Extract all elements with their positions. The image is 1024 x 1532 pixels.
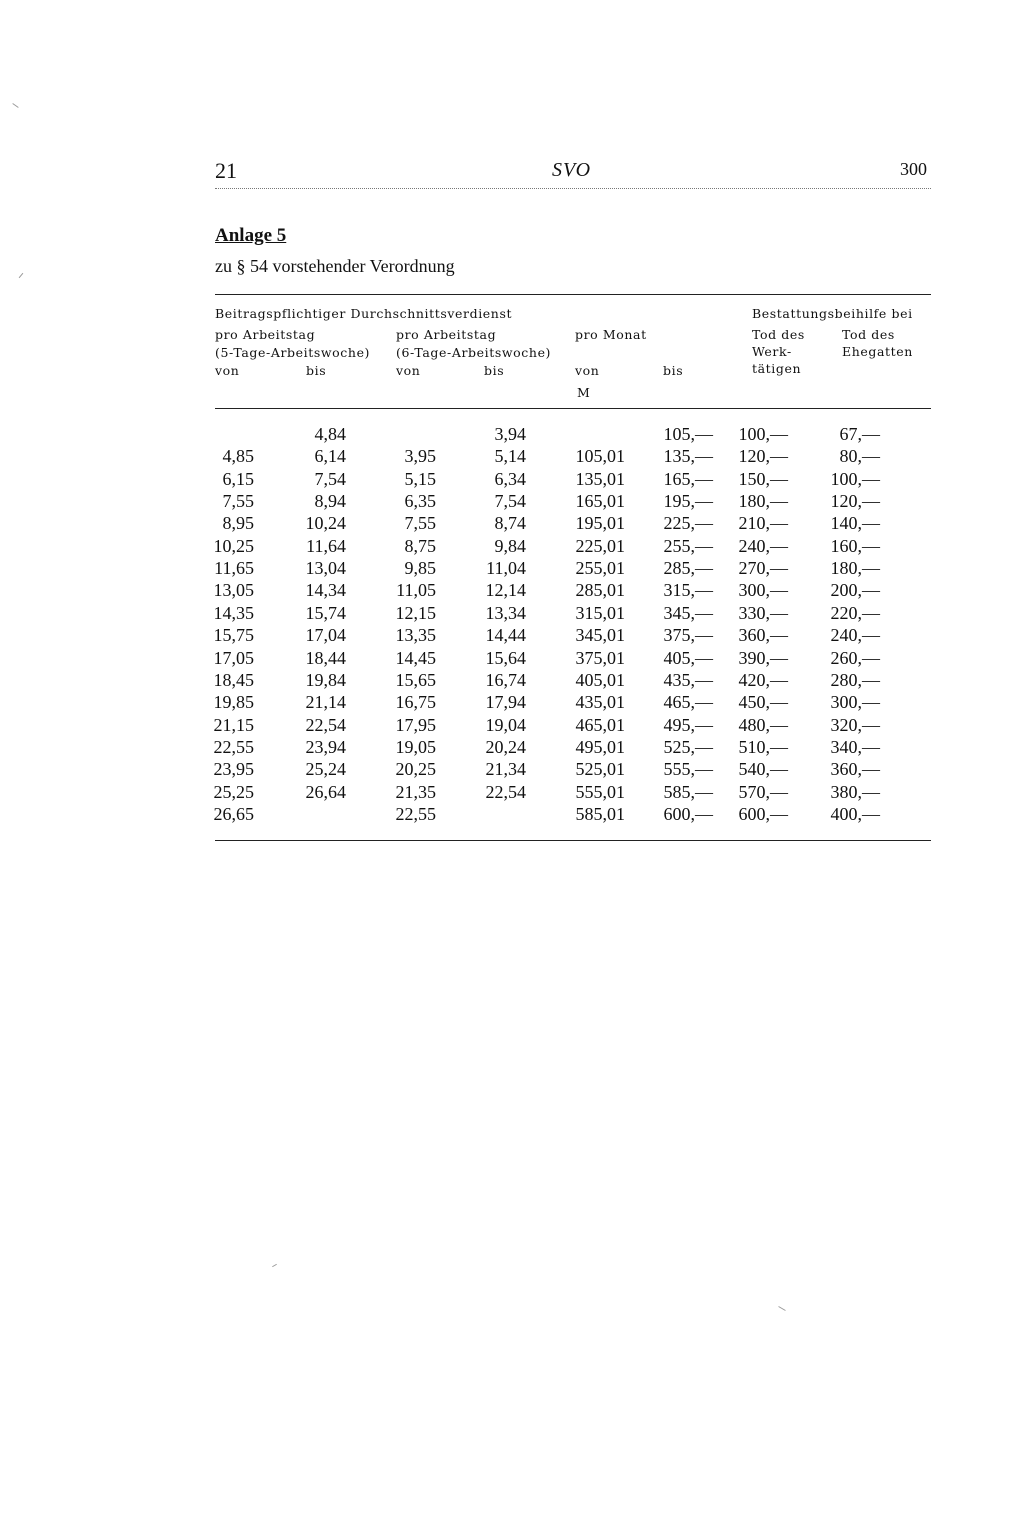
header-divider bbox=[215, 188, 931, 189]
cell-month-bis: 345,— bbox=[663, 602, 713, 623]
cell-month-von: 345,01 bbox=[575, 625, 625, 646]
cell-month-bis: 135,— bbox=[663, 446, 713, 467]
cell-allowance-spouse: 140,— bbox=[830, 513, 880, 534]
cell-5day-bis: 10,24 bbox=[305, 513, 346, 534]
section-title: SVO bbox=[552, 159, 592, 181]
cell-month-von: 285,01 bbox=[575, 580, 625, 601]
cell-allowance-worker: 270,— bbox=[738, 558, 788, 579]
cell-6day-bis: 9,84 bbox=[494, 535, 526, 556]
header-5day-line1: pro Arbeitstag bbox=[215, 327, 316, 342]
cell-allowance-spouse: 280,— bbox=[830, 669, 880, 690]
cell-6day-bis: 21,34 bbox=[485, 759, 526, 780]
cell-allowance-spouse: 180,— bbox=[830, 558, 880, 579]
cell-6day-bis: 7,54 bbox=[494, 491, 526, 512]
table-header-rule bbox=[215, 408, 931, 409]
cell-6day-von: 5,15 bbox=[404, 468, 436, 489]
cell-6day-von: 13,35 bbox=[395, 625, 436, 646]
cell-6day-bis: 8,74 bbox=[494, 513, 526, 534]
cell-month-bis: 285,— bbox=[663, 558, 713, 579]
cell-allowance-spouse: 400,— bbox=[830, 803, 880, 824]
cell-6day-bis: 5,14 bbox=[494, 446, 526, 467]
cell-month-bis: 315,— bbox=[663, 580, 713, 601]
cell-month-von: 315,01 bbox=[575, 602, 625, 623]
cell-5day-von: 17,05 bbox=[213, 647, 254, 668]
cell-allowance-spouse: 300,— bbox=[830, 692, 880, 713]
cell-5day-bis: 13,04 bbox=[305, 558, 346, 579]
cell-allowance-spouse: 380,— bbox=[830, 781, 880, 802]
page-number-left: 21 bbox=[215, 158, 237, 183]
scan-speck bbox=[19, 273, 24, 278]
table-bottom-rule bbox=[215, 840, 931, 841]
cell-month-von: 465,01 bbox=[575, 714, 625, 735]
cell-allowance-worker: 450,— bbox=[738, 692, 788, 713]
header-month: pro Monat bbox=[575, 327, 647, 342]
header-group-funeral-allowance: Bestattungsbeihilfe bei bbox=[752, 306, 913, 321]
cell-5day-bis: 26,64 bbox=[305, 781, 346, 802]
header-group-earnings: Beitragspflichtiger Durchschnittsverdienst bbox=[215, 306, 513, 321]
cell-6day-bis: 19,04 bbox=[485, 714, 526, 735]
cell-6day-bis: 16,74 bbox=[485, 669, 526, 690]
cell-6day-von: 6,35 bbox=[404, 491, 436, 512]
header-worker-line2: Werk- bbox=[752, 344, 792, 359]
cell-allowance-spouse: 100,— bbox=[830, 468, 880, 489]
cell-5day-von: 11,65 bbox=[214, 558, 254, 579]
cell-5day-von: 26,65 bbox=[213, 803, 254, 824]
cell-allowance-spouse: 260,— bbox=[830, 647, 880, 668]
cell-5day-bis: 11,64 bbox=[306, 535, 346, 556]
cell-6day-von: 19,05 bbox=[395, 736, 436, 757]
cell-allowance-spouse: 67,— bbox=[839, 424, 880, 444]
cell-5day-bis: 15,74 bbox=[305, 602, 346, 623]
cell-allowance-worker: 600,— bbox=[738, 803, 788, 824]
cell-6day-bis: 11,04 bbox=[486, 558, 526, 579]
cell-6day-von: 22,55 bbox=[395, 803, 436, 824]
cell-allowance-spouse: 320,— bbox=[830, 714, 880, 735]
cell-6day-bis: 14,44 bbox=[485, 625, 526, 646]
cell-month-von: 225,01 bbox=[575, 535, 625, 556]
cell-5day-bis: 6,14 bbox=[314, 446, 346, 467]
cell-month-von: 525,01 bbox=[575, 759, 625, 780]
cell-allowance-worker: 540,— bbox=[738, 759, 788, 780]
cell-month-bis: 435,— bbox=[663, 669, 713, 690]
cell-6day-bis: 12,14 bbox=[485, 580, 526, 601]
cell-month-bis: 405,— bbox=[663, 647, 713, 668]
cell-allowance-worker: 390,— bbox=[738, 647, 788, 668]
cell-allowance-worker: 510,— bbox=[738, 736, 788, 757]
cell-month-bis: 165,— bbox=[663, 468, 713, 489]
cell-6day-von: 12,15 bbox=[395, 602, 436, 623]
cell-5day-von: 14,35 bbox=[213, 602, 254, 623]
cell-allowance-spouse: 360,— bbox=[830, 759, 880, 780]
cell-allowance-worker: 330,— bbox=[738, 602, 788, 623]
cell-month-bis: 600,— bbox=[663, 803, 713, 824]
header-5day-bis: bis bbox=[306, 363, 327, 378]
cell-5day-von: 18,45 bbox=[213, 669, 254, 690]
cell-month-von: 585,01 bbox=[575, 803, 625, 824]
cell-month-von: 555,01 bbox=[575, 781, 625, 802]
cell-5day-von: 13,05 bbox=[213, 580, 254, 601]
header-6day-bis: bis bbox=[484, 363, 505, 378]
cell-allowance-spouse: 200,— bbox=[830, 580, 880, 601]
cell-6day-bis: 17,94 bbox=[485, 692, 526, 713]
cell-month-bis: 585,— bbox=[663, 781, 713, 802]
cell-allowance-spouse: 220,— bbox=[830, 602, 880, 623]
cell-month-von: 105,01 bbox=[575, 446, 625, 467]
cell-6day-von: 16,75 bbox=[395, 692, 436, 713]
cell-month-von: 495,01 bbox=[575, 736, 625, 757]
cell-allowance-spouse: 120,— bbox=[830, 491, 880, 512]
cell-allowance-worker: 150,— bbox=[738, 468, 788, 489]
cell-allowance-worker: 120,— bbox=[738, 446, 788, 467]
cell-6day-bis: 3,94 bbox=[494, 424, 526, 444]
cell-5day-von: 6,15 bbox=[222, 468, 254, 489]
cell-month-bis: 525,— bbox=[663, 736, 713, 757]
cell-month-von: 255,01 bbox=[575, 558, 625, 579]
cell-month-von: 405,01 bbox=[575, 669, 625, 690]
cell-allowance-worker: 570,— bbox=[738, 781, 788, 802]
header-5day-von: von bbox=[215, 363, 240, 378]
cell-5day-bis: 8,94 bbox=[314, 491, 346, 512]
cell-6day-bis: 6,34 bbox=[494, 468, 526, 489]
header-month-von: von bbox=[575, 363, 600, 378]
cell-6day-von: 20,25 bbox=[395, 759, 436, 780]
cell-6day-von: 21,35 bbox=[395, 781, 436, 802]
cell-5day-bis: 17,04 bbox=[305, 625, 346, 646]
cell-5day-bis: 19,84 bbox=[305, 669, 346, 690]
cell-5day-bis: 7,54 bbox=[314, 468, 346, 489]
cell-5day-bis: 23,94 bbox=[305, 736, 346, 757]
cell-month-bis: 465,— bbox=[663, 692, 713, 713]
cell-allowance-worker: 360,— bbox=[738, 625, 788, 646]
cell-allowance-worker: 210,— bbox=[738, 513, 788, 534]
cell-month-bis: 555,— bbox=[663, 759, 713, 780]
cell-month-von: 135,01 bbox=[575, 468, 625, 489]
header-currency: M bbox=[577, 385, 591, 400]
cell-6day-von: 17,95 bbox=[395, 714, 436, 735]
cell-5day-von: 10,25 bbox=[213, 535, 254, 556]
header-6day-von: von bbox=[396, 363, 421, 378]
cell-5day-bis: 21,14 bbox=[305, 692, 346, 713]
cell-6day-von: 14,45 bbox=[395, 647, 436, 668]
header-6day-line2: (6-Tage-Arbeitswoche) bbox=[396, 345, 552, 360]
cell-6day-bis: 22,54 bbox=[485, 781, 526, 802]
cell-5day-von: 23,95 bbox=[213, 759, 254, 780]
cell-month-bis: 375,— bbox=[663, 625, 713, 646]
cell-month-von: 195,01 bbox=[575, 513, 625, 534]
cell-5day-bis: 14,34 bbox=[305, 580, 346, 601]
scan-speck bbox=[12, 103, 18, 108]
cell-6day-von: 9,85 bbox=[404, 558, 436, 579]
cell-6day-von: 7,55 bbox=[404, 513, 436, 534]
cell-5day-von: 21,15 bbox=[213, 714, 254, 735]
cell-month-von: 375,01 bbox=[575, 647, 625, 668]
cell-5day-bis: 4,84 bbox=[314, 424, 346, 444]
scan-speck bbox=[778, 1306, 785, 1311]
cell-6day-bis: 15,64 bbox=[485, 647, 526, 668]
cell-5day-bis: 25,24 bbox=[305, 759, 346, 780]
cell-month-bis: 255,— bbox=[663, 535, 713, 556]
cell-5day-von: 15,75 bbox=[213, 625, 254, 646]
cell-month-bis: 495,— bbox=[663, 714, 713, 735]
cell-6day-von: 8,75 bbox=[404, 535, 436, 556]
page-number-right: 300 bbox=[900, 159, 927, 179]
cell-5day-von: 22,55 bbox=[213, 736, 254, 757]
header-5day-line2: (5-Tage-Arbeitswoche) bbox=[215, 345, 371, 360]
cell-5day-bis: 22,54 bbox=[305, 714, 346, 735]
cell-allowance-spouse: 160,— bbox=[830, 535, 880, 556]
header-month-bis: bis bbox=[663, 363, 684, 378]
cell-allowance-spouse: 80,— bbox=[839, 446, 880, 467]
cell-allowance-worker: 480,— bbox=[738, 714, 788, 735]
cell-allowance-spouse: 240,— bbox=[830, 625, 880, 646]
header-6day-line1: pro Arbeitstag bbox=[396, 327, 497, 342]
cell-allowance-worker: 180,— bbox=[738, 491, 788, 512]
cell-5day-von: 4,85 bbox=[222, 446, 254, 467]
annex-heading: Anlage 5 bbox=[215, 225, 287, 246]
cell-5day-von: 19,85 bbox=[213, 692, 254, 713]
cell-5day-von: 25,25 bbox=[213, 781, 254, 802]
cell-month-bis: 105,— bbox=[663, 424, 713, 444]
header-worker-line1: Tod des bbox=[752, 327, 805, 342]
cell-6day-von: 3,95 bbox=[404, 446, 436, 467]
cell-allowance-worker: 420,— bbox=[738, 669, 788, 690]
header-spouse-line2: Ehegatten bbox=[842, 344, 913, 359]
cell-allowance-worker: 240,— bbox=[738, 535, 788, 556]
cell-month-von: 435,01 bbox=[575, 692, 625, 713]
annex-subheading: zu § 54 vorstehender Verordnung bbox=[215, 256, 455, 276]
cell-6day-bis: 20,24 bbox=[485, 736, 526, 757]
cell-month-von: 165,01 bbox=[575, 491, 625, 512]
cell-month-bis: 195,— bbox=[663, 491, 713, 512]
cell-6day-von: 11,05 bbox=[396, 580, 436, 601]
cell-5day-bis: 18,44 bbox=[305, 647, 346, 668]
cell-month-bis: 225,— bbox=[663, 513, 713, 534]
header-worker-line3: tätigen bbox=[752, 361, 802, 376]
cell-5day-von: 8,95 bbox=[222, 513, 254, 534]
cell-allowance-spouse: 340,— bbox=[830, 736, 880, 757]
cell-allowance-worker: 300,— bbox=[738, 580, 788, 601]
cell-6day-bis: 13,34 bbox=[485, 602, 526, 623]
cell-5day-von: 7,55 bbox=[222, 491, 254, 512]
cell-6day-von: 15,65 bbox=[395, 669, 436, 690]
cell-allowance-worker: 100,— bbox=[738, 424, 788, 444]
header-spouse-line1: Tod des bbox=[842, 327, 895, 342]
scan-speck bbox=[272, 1264, 277, 1267]
table-top-rule bbox=[215, 294, 931, 295]
